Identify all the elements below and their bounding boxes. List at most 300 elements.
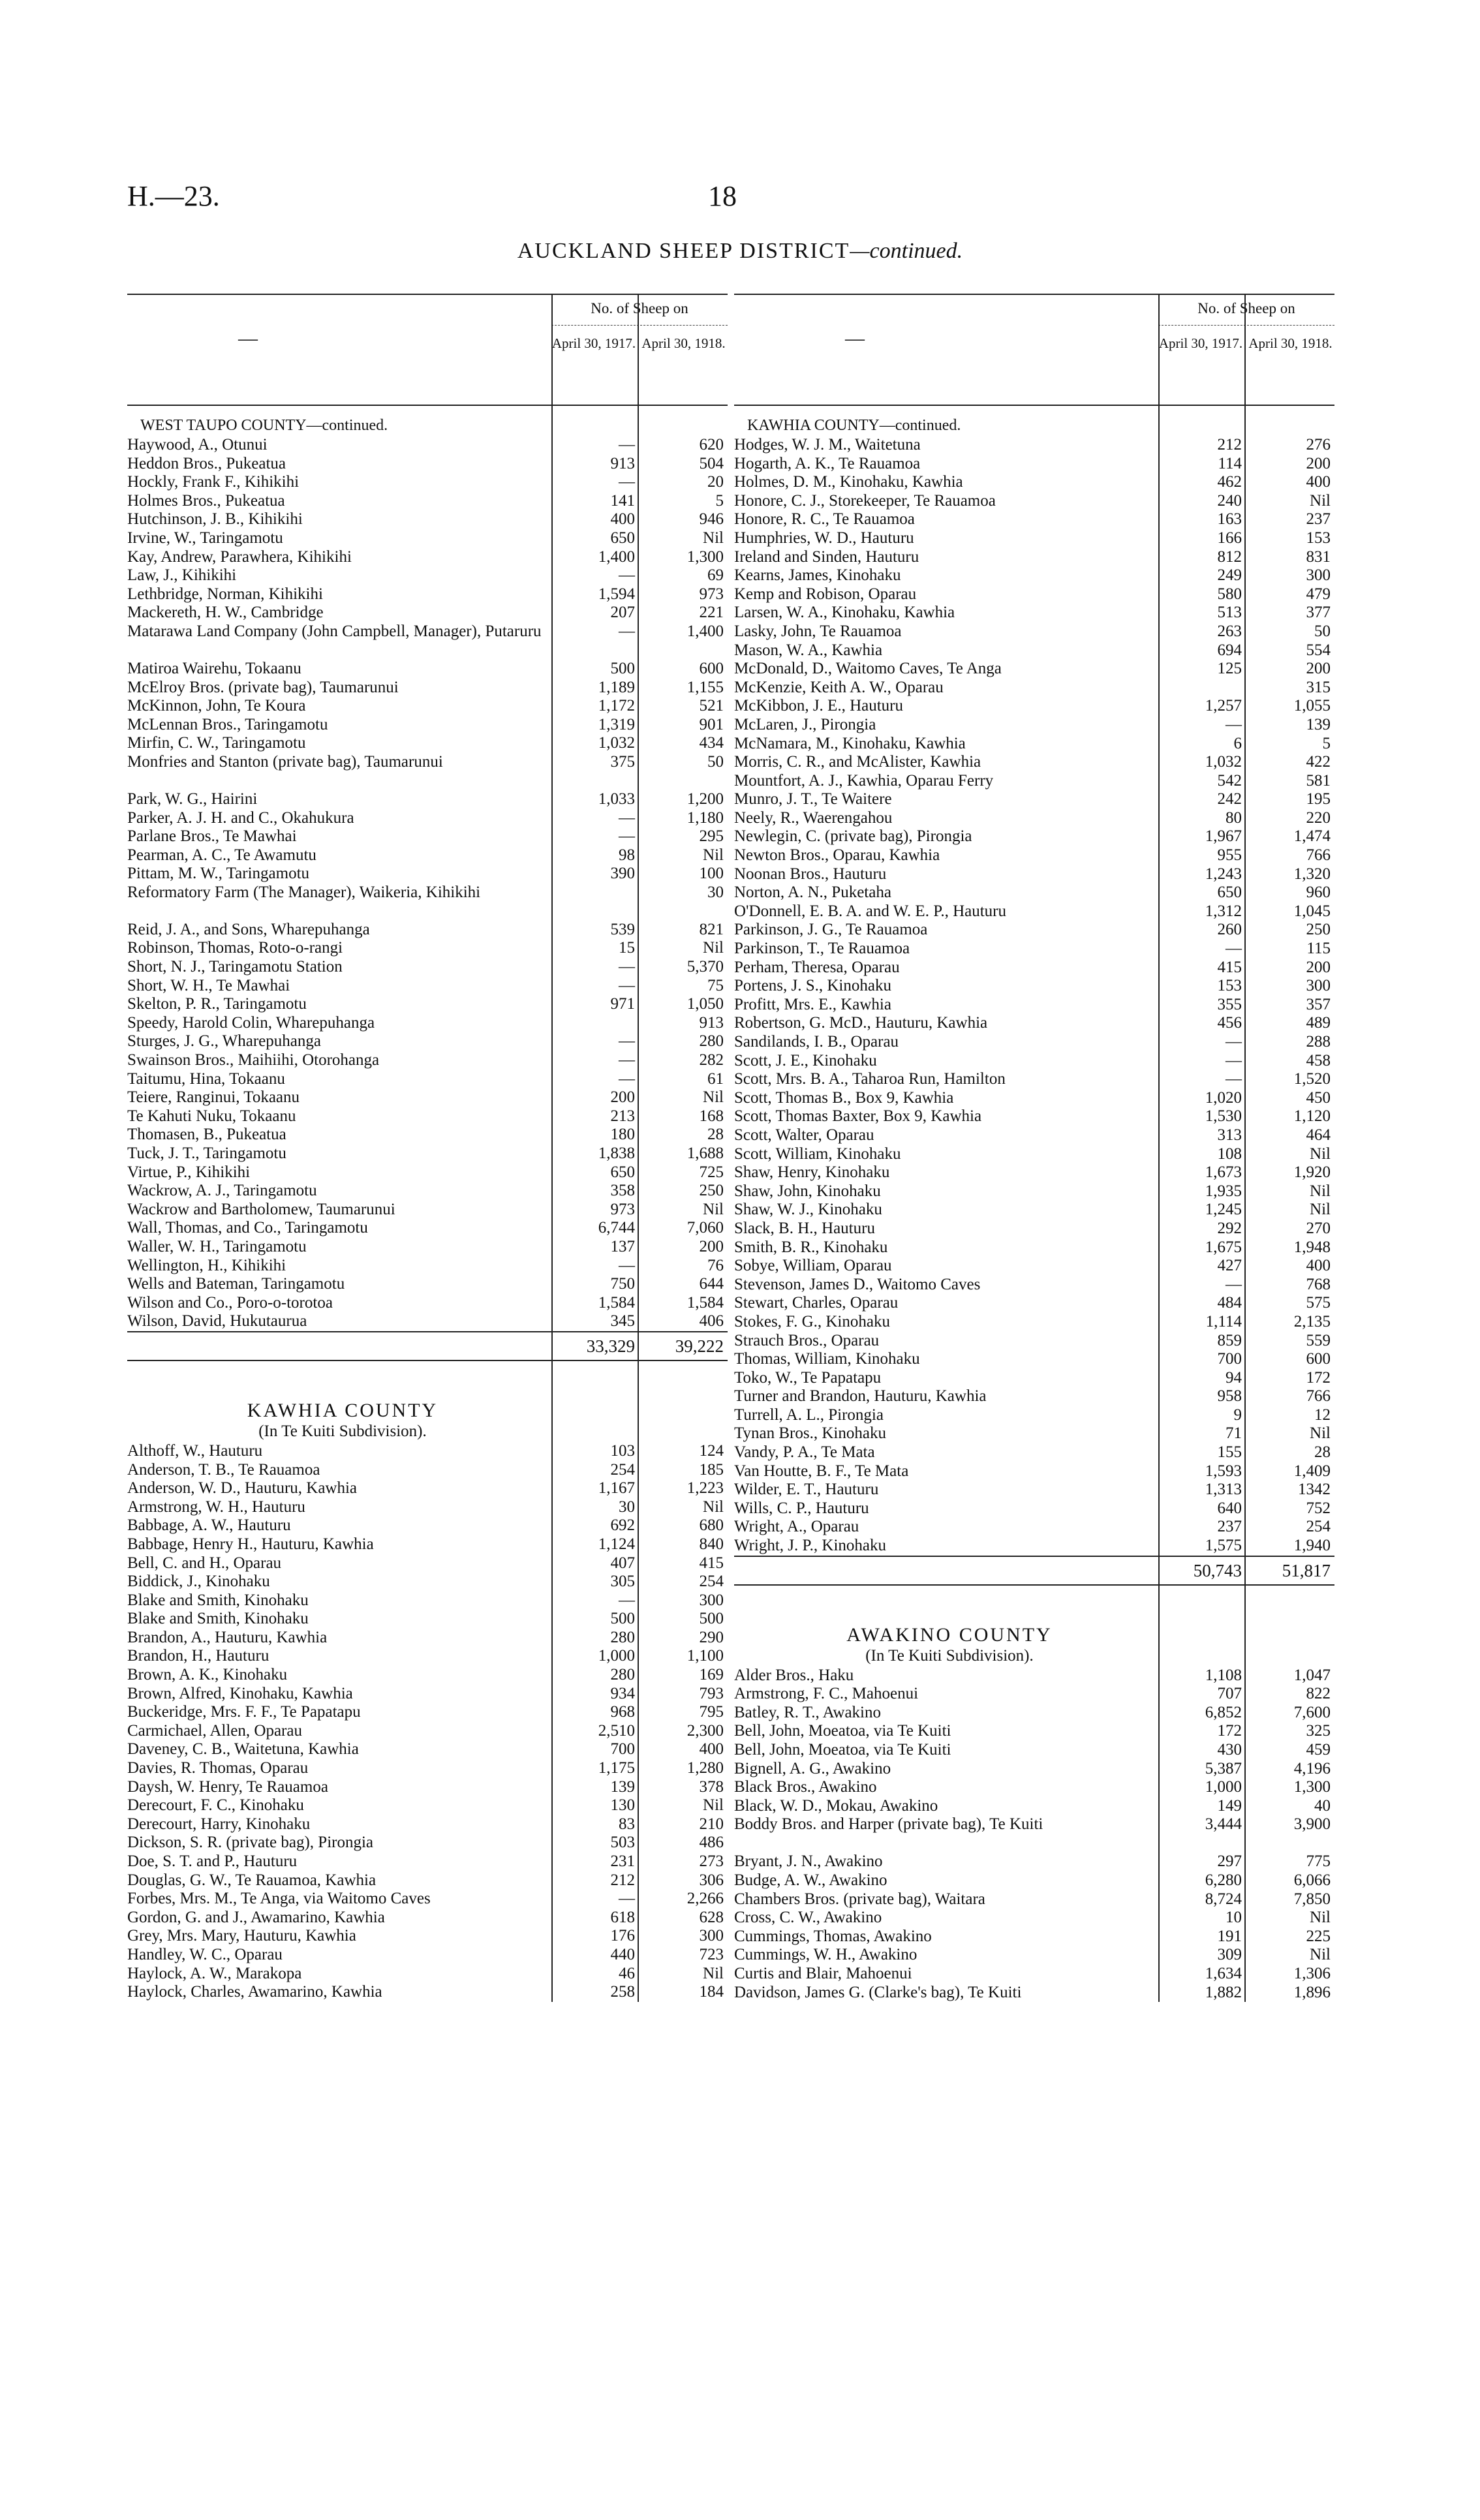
owner-name: Hutchinson, J. B., Kihikihi — [127, 510, 303, 529]
sheep-1918: Nil — [703, 1964, 724, 1982]
sheep-1917: — — [619, 1032, 635, 1051]
total-label — [127, 1332, 551, 1360]
sheep-1918: 600 — [1306, 1350, 1331, 1368]
sheep-1918: 1,688 — [686, 1145, 724, 1162]
owner-name: Skelton, P. R., Taringamotu — [127, 995, 307, 1013]
sheep-1917: 6,852 — [1205, 1703, 1242, 1721]
sheep-1918: Nil — [1310, 1182, 1331, 1200]
sheep-1918: 6,066 — [1293, 1871, 1331, 1889]
owner-name: Kemp and Robison, Oparau — [734, 585, 917, 603]
owner-name: Reformatory Farm (The Manager), Waikeria, Kihikihi — [127, 883, 481, 901]
sheep-1917: 1,319 — [598, 715, 635, 733]
owner-name: Park, W. G., Hairini — [127, 790, 258, 808]
owner-name: Matarawa Land Company (John Campbell, Manager), Putaruru — [127, 622, 542, 640]
sheep-1917: 1,838 — [598, 1145, 635, 1162]
sheep-1918: 357 — [1306, 995, 1331, 1013]
sheep-1917: — — [1226, 715, 1242, 733]
sheep-1917: 640 — [1217, 1499, 1242, 1517]
owner-name: Cummings, Thomas, Awakino — [734, 1927, 932, 1945]
owner-name: Davidson, James G. (Clarke's bag), Te Kuiti — [734, 1983, 1022, 2001]
owner-name: Wilson, David, Hukutaurua — [127, 1312, 307, 1330]
owner-name: Stokes, F. G., Kinohaku — [734, 1312, 890, 1330]
sheep-1917: 280 — [610, 1628, 635, 1646]
owner-name: Handley, W. C., Oparau — [127, 1945, 283, 1963]
sheep-1918: 400 — [1306, 473, 1331, 491]
sheep-1918: Nil — [1310, 491, 1331, 510]
sheep-1918: 282 — [699, 1051, 724, 1069]
owner-name: Davies, R. Thomas, Oparau — [127, 1759, 309, 1777]
sheep-1917: 297 — [1217, 1852, 1242, 1871]
left-header-dash: — — [238, 328, 258, 349]
sheep-1917: — — [619, 808, 635, 827]
sheep-1918: 115 — [1306, 940, 1331, 958]
sheep-1918: 464 — [1306, 1126, 1331, 1144]
sheep-1917: 1,673 — [1205, 1163, 1242, 1182]
sheep-1917: 6 — [1233, 734, 1242, 752]
sheep-1917: 1,172 — [598, 697, 635, 715]
sheep-1917: — — [1226, 1051, 1242, 1069]
sheep-1917: 513 — [1217, 604, 1242, 622]
total-1917: 33,329 — [586, 1336, 635, 1356]
owner-name: Wall, Thomas, and Co., Taringamotu — [127, 1219, 368, 1237]
owner-name: Wright, A., Oparau — [734, 1518, 859, 1536]
sheep-1917: 212 — [610, 1871, 635, 1889]
sheep-1918: 28 — [707, 1126, 724, 1144]
owner-name: Smith, B. R., Kinohaku — [734, 1238, 888, 1256]
sheep-1917: 114 — [1218, 454, 1242, 472]
sheep-1917: 1,400 — [598, 547, 635, 566]
right-column — [734, 294, 1334, 2002]
owner-name: Haylock, Charles, Awamarino, Kawhia — [127, 1983, 382, 2001]
owner-name: Mirfin, C. W., Taringamotu — [127, 734, 306, 752]
sheep-1918: 7,600 — [1293, 1703, 1331, 1721]
sheep-1918: Nil — [703, 1200, 724, 1218]
owner-name: Newlegin, C. (private bag), Pirongia — [734, 827, 972, 846]
owner-name: Kearns, James, Kinohaku — [734, 566, 901, 585]
sheep-1917: 8,724 — [1205, 1890, 1242, 1908]
sheep-1917: 15 — [619, 939, 635, 957]
owner-name: Brown, A. K., Kinohaku — [127, 1666, 288, 1684]
sheep-1918: Nil — [703, 846, 724, 864]
sheep-1918: 1,400 — [686, 622, 724, 640]
sheep-1917: 1,575 — [1205, 1537, 1242, 1555]
sheep-1917: 1,000 — [598, 1647, 635, 1665]
sheep-1917: 859 — [1217, 1331, 1242, 1349]
sheep-1918: 50 — [1314, 622, 1331, 640]
sheep-1918: Nil — [703, 529, 724, 547]
sheep-1918: 7,060 — [686, 1219, 724, 1237]
sheep-1918: 1,055 — [1293, 697, 1331, 715]
section-title: KAWHIA COUNTY—continued. — [747, 417, 961, 434]
owner-name: Irvine, W., Taringamotu — [127, 529, 283, 547]
sheep-1918: Nil — [1310, 1201, 1331, 1219]
sheep-1917: — — [619, 622, 635, 640]
owner-name: McKenzie, Keith A. W., Oparau — [734, 678, 944, 696]
owner-name: Scott, Thomas B., Box 9, Kawhia — [734, 1088, 954, 1107]
sheep-1917: 692 — [610, 1516, 635, 1535]
sheep-1917: 172 — [1217, 1722, 1242, 1740]
sheep-1918: 901 — [699, 715, 724, 733]
sheep-1918: 1,300 — [686, 547, 724, 566]
sheep-1918: 1,409 — [1293, 1462, 1331, 1480]
sheep-1918: 725 — [699, 1163, 724, 1181]
owner-name: Blake and Smith, Kinohaku — [127, 1591, 309, 1609]
sheep-1917: 1,584 — [598, 1293, 635, 1312]
sheep-1918: 406 — [699, 1312, 724, 1330]
sheep-1918: 486 — [699, 1834, 724, 1852]
owner-name: McElroy Bros. (private bag), Taumarunui — [127, 678, 399, 696]
sheep-1917: 650 — [1217, 884, 1242, 902]
sheep-1917: 207 — [610, 604, 635, 622]
owner-name: Parker, A. J. H. and C., Okahukura — [127, 808, 354, 827]
sheep-1917: 971 — [610, 995, 635, 1013]
sheep-1918: 184 — [699, 1983, 724, 2001]
sheep-1918: 400 — [699, 1740, 724, 1759]
sheep-1918: 1,223 — [686, 1479, 724, 1498]
sheep-1918: 628 — [699, 1908, 724, 1926]
sheep-1918: 973 — [699, 585, 724, 603]
sheep-1917: 958 — [1217, 1387, 1242, 1406]
sheep-1918: 422 — [1306, 753, 1331, 771]
page-title-suffix: —continued. — [850, 239, 963, 263]
sheep-1917: — — [619, 1051, 635, 1069]
page-title-main: AUCKLAND SHEEP DISTRICT — [517, 239, 850, 263]
owner-name: Kay, Andrew, Parawhera, Kihikihi — [127, 547, 352, 566]
sheep-1917 — [551, 884, 638, 921]
sheep-1917: 456 — [1217, 1014, 1242, 1032]
owner-name: Toko, W., Te Papatapu — [734, 1368, 882, 1387]
sheep-1918: 913 — [699, 1013, 724, 1032]
sheep-1918: 20 — [707, 473, 724, 491]
sheep-1918: 1,180 — [686, 808, 724, 827]
sheep-1918: 7,850 — [1293, 1890, 1331, 1908]
sheep-1918: 288 — [1306, 1033, 1331, 1051]
sheep-1917: 1,175 — [598, 1759, 635, 1777]
sheep-1918: 680 — [699, 1516, 724, 1535]
sheep-1918: 1,520 — [1293, 1070, 1331, 1088]
sheep-1918: 325 — [1306, 1722, 1331, 1740]
owner-name: Parkinson, J. G., Te Rauamoa — [734, 921, 928, 939]
sheep-1917 — [551, 1014, 638, 1033]
owner-name: Hodges, W. J. M., Waitetuna — [734, 436, 921, 453]
owner-name: Bignell, A. G., Awakino — [734, 1759, 891, 1777]
sheep-1918: 946 — [699, 510, 724, 529]
sheep-1917: 973 — [610, 1200, 635, 1218]
owner-name: Turrell, A. L., Pirongia — [734, 1406, 884, 1424]
sheep-1918: 200 — [1306, 660, 1331, 678]
right-header-year2: April 30, 1918. — [1248, 335, 1333, 351]
sheep-1917: 237 — [1217, 1518, 1242, 1536]
owner-name: Noonan Bros., Hauturu — [734, 865, 887, 883]
owner-name: Forbes, Mrs. M., Te Anga, via Waitomo Caves — [127, 1890, 431, 1908]
sheep-1917: 415 — [1217, 958, 1242, 976]
sheep-1918: 793 — [699, 1684, 724, 1702]
owner-name: Morris, C. R., and McAlister, Kawhia — [734, 753, 981, 771]
sheep-1917: 30 — [619, 1498, 635, 1516]
section-title: WEST TAUPO COUNTY—continued. — [140, 417, 388, 434]
left-header-divider — [551, 325, 728, 326]
owner-name: Bryant, J. N., Awakino — [734, 1852, 883, 1871]
sheep-1918: 254 — [699, 1573, 724, 1591]
sheep-1917: 427 — [1217, 1257, 1242, 1275]
owner-name: Hogarth, A. K., Te Rauamoa — [734, 454, 921, 472]
sheep-1917: — — [1226, 1275, 1242, 1293]
sheep-1917: 1,032 — [1205, 753, 1242, 771]
sheep-1917: 137 — [610, 1237, 635, 1255]
owner-name: Thomas, William, Kinohaku — [734, 1350, 920, 1368]
sheep-1917: 1,033 — [598, 790, 635, 808]
total-1917: 50,743 — [1193, 1560, 1242, 1580]
sheep-1918: 2,135 — [1293, 1312, 1331, 1330]
owner-name: Monfries and Stanton (private bag), Taumarunui — [127, 752, 443, 771]
sheep-1917: 176 — [610, 1927, 635, 1945]
sheep-1917: 440 — [610, 1945, 635, 1963]
owner-name: Newton Bros., Oparau, Kawhia — [734, 846, 940, 865]
sheep-1917: 500 — [610, 1610, 635, 1628]
sheep-1918: Nil — [1310, 1424, 1331, 1443]
sheep-1918: 315 — [1306, 678, 1331, 696]
sheep-1917: 1,634 — [1205, 1964, 1242, 1982]
owner-name: Wright, J. P., Kinohaku — [734, 1537, 887, 1555]
sheep-1917: 1,124 — [598, 1535, 635, 1553]
sheep-1917: 1,312 — [1205, 902, 1242, 920]
owner-name: Swainson Bros., Maihiihi, Otorohanga — [127, 1051, 380, 1069]
sheep-1917: 1,108 — [1205, 1666, 1242, 1684]
sheep-1918: 554 — [1306, 641, 1331, 659]
owner-name: Wilder, E. T., Hauturu — [734, 1481, 879, 1499]
sheep-1917: 1,882 — [1205, 1983, 1242, 2001]
owner-name: Wackrow, A. J., Taringamotu — [127, 1182, 317, 1200]
sheep-1917: 542 — [1217, 771, 1242, 790]
sheep-1918: 620 — [699, 436, 724, 453]
sheep-1918: 500 — [699, 1610, 724, 1628]
sheep-1918: 250 — [699, 1182, 724, 1200]
sheep-1918: 300 — [699, 1591, 724, 1609]
owner-name: McKibbon, J. E., Hauturu — [734, 697, 903, 715]
owner-name: Sandilands, I. B., Oparau — [734, 1033, 899, 1051]
sheep-1917: 139 — [610, 1777, 635, 1796]
owner-name: Sobye, William, Oparau — [734, 1257, 892, 1275]
sheep-1917: 1,189 — [598, 678, 635, 696]
sheep-1917: 618 — [610, 1908, 635, 1926]
sheep-1917: 130 — [610, 1796, 635, 1815]
sheep-1917: 213 — [610, 1107, 635, 1125]
sheep-1917: 305 — [610, 1573, 635, 1591]
sheep-1918: 124 — [699, 1441, 724, 1460]
sheep-1918: 195 — [1306, 790, 1331, 808]
sheep-1918: 821 — [699, 920, 724, 938]
sheep-1918: 50 — [707, 752, 724, 771]
owner-name: Mountfort, A. J., Kawhia, Oparau Ferry — [734, 771, 994, 790]
sheep-1918: 237 — [1306, 510, 1331, 529]
sheep-1917: — — [619, 566, 635, 585]
column-rule — [551, 294, 553, 2002]
owner-name: Larsen, W. A., Kinohaku, Kawhia — [734, 604, 955, 622]
sheep-1917: 166 — [1217, 529, 1242, 547]
sheep-1918: 581 — [1306, 771, 1331, 790]
owner-name: Mason, W. A., Kawhia — [734, 641, 883, 659]
sheep-1918: 1,920 — [1293, 1163, 1331, 1182]
sheep-1918: 2,266 — [686, 1890, 724, 1908]
sheep-1918: 69 — [707, 566, 724, 585]
sheep-1918: 200 — [1306, 454, 1331, 472]
sheep-1918: 153 — [1306, 529, 1331, 547]
owner-name: Wackrow and Bartholomew, Taumarunui — [127, 1200, 395, 1218]
sheep-1918: Nil — [1310, 1145, 1331, 1163]
owner-name: Curtis and Blair, Mahoenui — [734, 1964, 912, 1982]
sheep-1917: 108 — [1217, 1145, 1242, 1163]
owner-name: Teiere, Ranginui, Tokaanu — [127, 1088, 300, 1107]
owner-name: McLennan Bros., Taringamotu — [127, 715, 328, 733]
sheep-1918: 1,300 — [1293, 1778, 1331, 1796]
sheep-1917: 260 — [1217, 921, 1242, 939]
sheep-1918: 280 — [699, 1032, 724, 1051]
total-1918: 51,817 — [1282, 1560, 1331, 1580]
owner-name: Bell, John, Moeatoa, via Te Kuiti — [734, 1722, 951, 1740]
sheep-1917: 155 — [1217, 1443, 1242, 1462]
sheep-1917: — — [619, 976, 635, 994]
owner-name: Stevenson, James D., Waitomo Caves — [734, 1275, 981, 1293]
sheep-1918: 300 — [699, 1927, 724, 1945]
left-column — [127, 294, 728, 2002]
sheep-1917: 650 — [610, 1163, 635, 1181]
owner-name: Stewart, Charles, Oparau — [734, 1294, 899, 1312]
sheep-1918: 185 — [699, 1460, 724, 1479]
sheep-1918: 1,200 — [686, 790, 724, 808]
owner-name: Scott, Walter, Oparau — [734, 1126, 874, 1144]
owner-name: Ireland and Sinden, Hauturu — [734, 547, 919, 566]
owner-name: Matiroa Wairehu, Tokaanu — [127, 659, 301, 677]
sheep-1918: 276 — [1306, 436, 1331, 453]
sheep-1917: 750 — [610, 1275, 635, 1293]
sheep-1918: 169 — [699, 1666, 724, 1684]
owner-name: Shaw, John, Kinohaku — [734, 1182, 881, 1200]
sheep-1917: 191 — [1217, 1927, 1242, 1945]
right-header-divider — [1158, 325, 1334, 326]
owner-name: Slack, B. H., Hauturu — [734, 1219, 875, 1237]
sheep-1918: 1,045 — [1293, 902, 1331, 920]
sheep-1917: 430 — [1217, 1741, 1242, 1759]
owner-name: Shaw, Henry, Kinohaku — [734, 1163, 890, 1182]
sheep-1917: 71 — [1226, 1424, 1242, 1443]
owner-name: Holmes Bros., Pukeatua — [127, 491, 285, 510]
owner-name: McDonald, D., Waitomo Caves, Te Anga — [734, 660, 1002, 678]
right-header-group: No. of Sheep on — [1197, 300, 1295, 316]
owner-name: Wilson and Co., Poro-o-torotoa — [127, 1293, 333, 1312]
sheep-1917: 98 — [619, 846, 635, 864]
owner-name: Daveney, C. B., Waitetuna, Kawhia — [127, 1740, 359, 1759]
owner-name: Lasky, John, Te Rauamoa — [734, 622, 902, 640]
owner-name: Alder Bros., Haku — [734, 1666, 854, 1684]
owner-name: Douglas, G. W., Te Rauamoa, Kawhia — [127, 1871, 377, 1889]
owner-name: Gordon, G. and J., Awamarino, Kawhia — [127, 1908, 385, 1926]
owner-name: Mackereth, H. W., Cambridge — [127, 604, 324, 622]
sheep-1918: 5 — [715, 491, 724, 510]
owner-name: Brandon, H., Hauturu — [127, 1647, 270, 1665]
sheep-1917: 254 — [610, 1460, 635, 1479]
sheep-1918: 450 — [1306, 1088, 1331, 1107]
sheep-1918: 600 — [699, 659, 724, 677]
owner-name: Biddick, J., Kinohaku — [127, 1573, 270, 1591]
sheep-1918: 210 — [699, 1815, 724, 1833]
sheep-1918: Nil — [703, 1796, 724, 1815]
sheep-1917: 6,280 — [1205, 1871, 1242, 1889]
sheep-1918: 831 — [1306, 547, 1331, 566]
sheep-1918: 768 — [1306, 1275, 1331, 1293]
sheep-1918: 254 — [1306, 1518, 1331, 1536]
sheep-1917: 2,510 — [598, 1721, 635, 1740]
owner-name: Anderson, W. D., Hauturu, Kawhia — [127, 1479, 358, 1498]
owner-name: Speedy, Harold Colin, Wharepuhanga — [127, 1013, 375, 1032]
owner-name: Reid, J. A., and Sons, Wharepuhanga — [127, 920, 370, 938]
sheep-1918: 1,155 — [686, 678, 724, 696]
sheep-1917: — — [619, 1256, 635, 1274]
owner-name: Bell, John, Moeatoa, via Te Kuiti — [734, 1741, 951, 1759]
owner-name: Carmichael, Allen, Oparau — [127, 1721, 302, 1740]
sheep-1917: — — [619, 436, 635, 453]
sheep-1918: 75 — [707, 976, 724, 994]
sheep-1917: 484 — [1217, 1294, 1242, 1312]
sheep-1918: 300 — [1306, 977, 1331, 995]
sheep-1917: 462 — [1217, 473, 1242, 491]
sheep-1917: 400 — [610, 510, 635, 529]
owner-name: Parkinson, T., Te Rauamoa — [734, 940, 910, 958]
sheep-1917: 258 — [610, 1983, 635, 2001]
left-header-year1: April 30, 1917. — [551, 335, 636, 351]
owner-name: Lethbridge, Norman, Kihikihi — [127, 585, 323, 603]
owner-name: Honore, R. C., Te Rauamoa — [734, 510, 915, 529]
sheep-1918: 1,474 — [1293, 827, 1331, 846]
sheep-1917: 1,675 — [1205, 1238, 1242, 1256]
sheep-1918: 1,120 — [1293, 1107, 1331, 1126]
sheep-1917: 103 — [610, 1441, 635, 1460]
owner-name: Perham, Theresa, Oparau — [734, 958, 900, 976]
sheep-1918: Nil — [703, 939, 724, 957]
owner-name: Budge, A. W., Awakino — [734, 1871, 887, 1889]
section-title: KAWHIA COUNTY — [247, 1399, 439, 1421]
sheep-1918: 1,896 — [1293, 1983, 1331, 2001]
sheep-1917: 292 — [1217, 1219, 1242, 1237]
sheep-1917: 125 — [1217, 660, 1242, 678]
sheep-1917: — — [619, 958, 635, 976]
sheep-1917: — — [1226, 940, 1242, 958]
sheep-1918: 766 — [1306, 846, 1331, 865]
sheep-1917: 1,257 — [1205, 697, 1242, 715]
sheep-1917: 407 — [610, 1554, 635, 1572]
sheep-1917: 10 — [1226, 1909, 1242, 1927]
sheep-1917: 212 — [1217, 436, 1242, 453]
sheep-1918: 200 — [699, 1237, 724, 1255]
sheep-1917: 650 — [610, 529, 635, 547]
sheep-1917: 163 — [1217, 510, 1242, 529]
page-number: 18 — [708, 180, 737, 212]
owner-name: Robertson, G. McD., Hauturu, Kawhia — [734, 1014, 988, 1032]
section-title: AWAKINO COUNTY — [846, 1623, 1053, 1646]
total-label — [734, 1557, 1158, 1584]
sheep-1917: — — [619, 1591, 635, 1609]
sheep-1917: 1,935 — [1205, 1182, 1242, 1200]
sheep-1918: 1,047 — [1293, 1666, 1331, 1684]
right-header-dash: — — [845, 328, 865, 349]
owner-name: Boddy Bros. and Harper (private bag), Te Kuiti — [734, 1815, 1043, 1834]
column-rule — [638, 294, 639, 2002]
sheep-1917: 5,387 — [1205, 1759, 1242, 1777]
sheep-1917: 390 — [610, 865, 635, 883]
owner-name: Van Houtte, B. F., Te Mata — [734, 1462, 909, 1480]
owner-name: Shaw, W. J., Kinohaku — [734, 1201, 882, 1219]
sheep-1918: 1,280 — [686, 1759, 724, 1777]
sheep-1918: 172 — [1306, 1368, 1331, 1387]
